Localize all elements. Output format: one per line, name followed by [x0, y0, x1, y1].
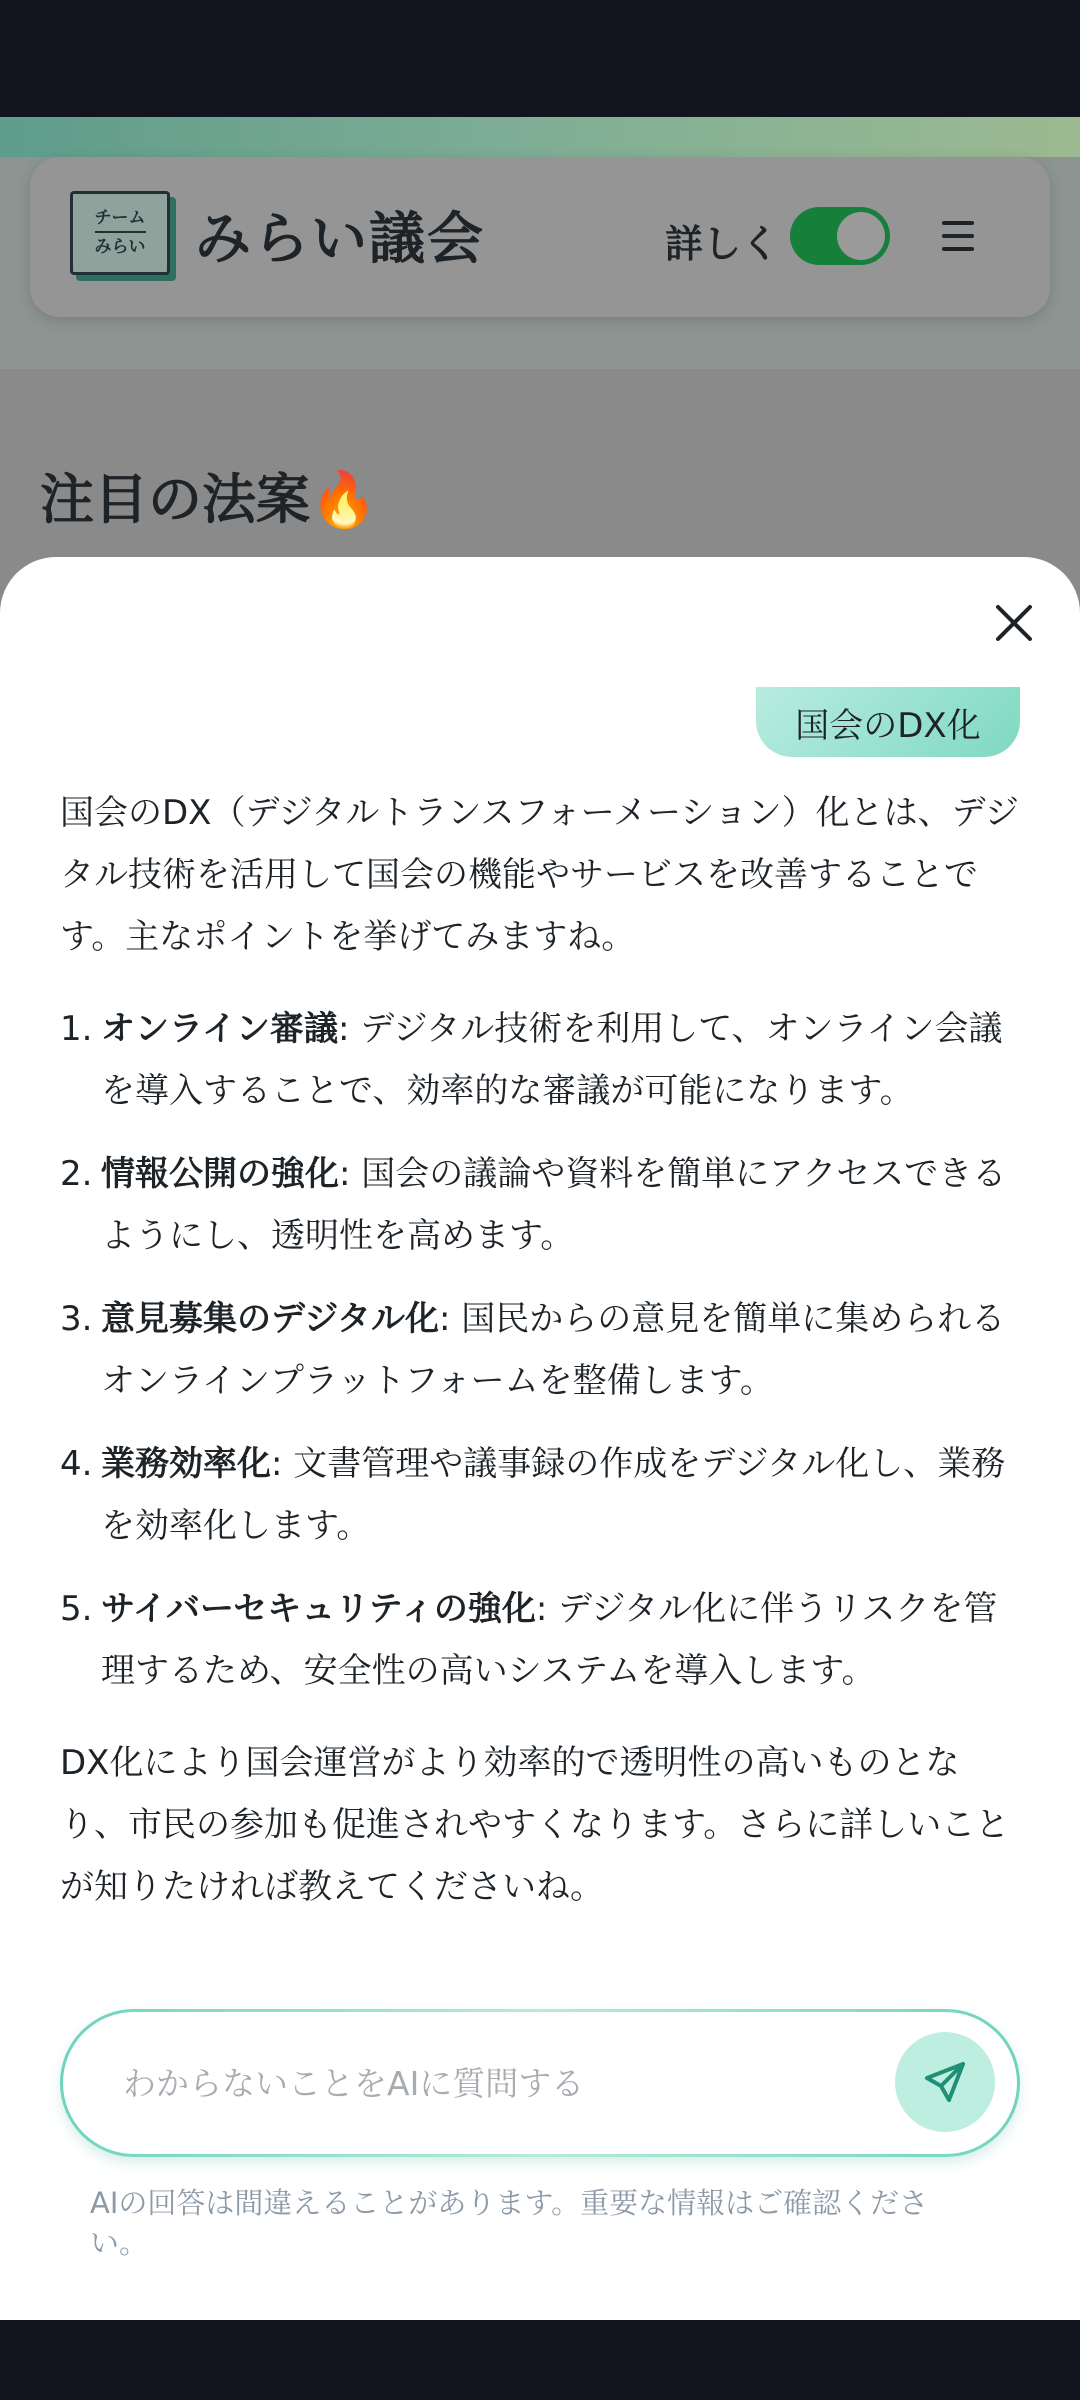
header-card	[30, 157, 1050, 317]
section-title: 注目の法案🔥	[40, 468, 378, 531]
chat-input[interactable]	[123, 2012, 883, 2154]
logo-line-1: チーム	[94, 207, 146, 228]
brand-title[interactable]: みらい議会	[195, 207, 485, 272]
header-gradient-strip	[0, 117, 1080, 157]
answer-points-list	[60, 998, 1020, 1702]
logo-line-2: みらい	[95, 231, 146, 261]
send-button[interactable]	[895, 2032, 995, 2132]
header-area	[0, 157, 1080, 369]
list-item: 3. 意見募集のデジタル化: 国民からの意見を簡単に集められるオンラインプラットフォームを整備します。	[60, 1299, 1006, 1401]
ai-disclaimer: AIの回答は間違えることがあります。重要な情報はご確認ください。	[90, 2186, 929, 2260]
system-navigation-bar	[0, 2320, 1080, 2400]
user-message-bubble: 国会のDX化	[756, 687, 1020, 757]
close-icon[interactable]	[988, 597, 1040, 649]
send-icon	[921, 2058, 969, 2106]
detail-toggle[interactable]	[790, 207, 890, 265]
list-item: 2. 情報公開の強化: 国会の議論や資料を簡単にアクセスできるようにし、透明性を高めます。	[60, 1154, 1007, 1256]
answer-intro: 国会のDX（デジタルトランスフォーメーション）化とは、デジタル技術を活用して国会の機能やサービスを改善することです。主なポイントを挙げてみますね。	[60, 793, 1019, 957]
ai-answer	[60, 782, 1020, 1918]
team-logo[interactable]	[70, 191, 170, 275]
toggle-knob	[837, 212, 885, 260]
detail-toggle-label: 詳しく	[665, 222, 780, 266]
list-item: 4. 業務効率化: 文書管理や議事録の作成をデジタル化し、業務を効率化します。	[60, 1444, 1006, 1546]
list-item: 1. オンライン審議: デジタル技術を利用して、オンライン会議を導入することで、効率的な審議が可能になります。	[60, 1009, 1003, 1111]
status-bar	[0, 0, 1080, 117]
answer-outro: DX化により国会運営がより効率的で透明性の高いものとなり、市民の参加も促進されやすくなります。さらに詳しいことが知りたければ教えてくださいね。	[60, 1743, 1010, 1907]
list-item: 5. サイバーセキュリティの強化: デジタル化に伴うリスクを管理するため、安全性の高いシステムを導入します。	[60, 1589, 998, 1691]
chat-input-container	[60, 2009, 1020, 2157]
chat-bottom-sheet	[0, 557, 1080, 2320]
hamburger-menu-icon[interactable]	[942, 221, 974, 251]
chat-input-inner	[63, 2012, 1017, 2154]
